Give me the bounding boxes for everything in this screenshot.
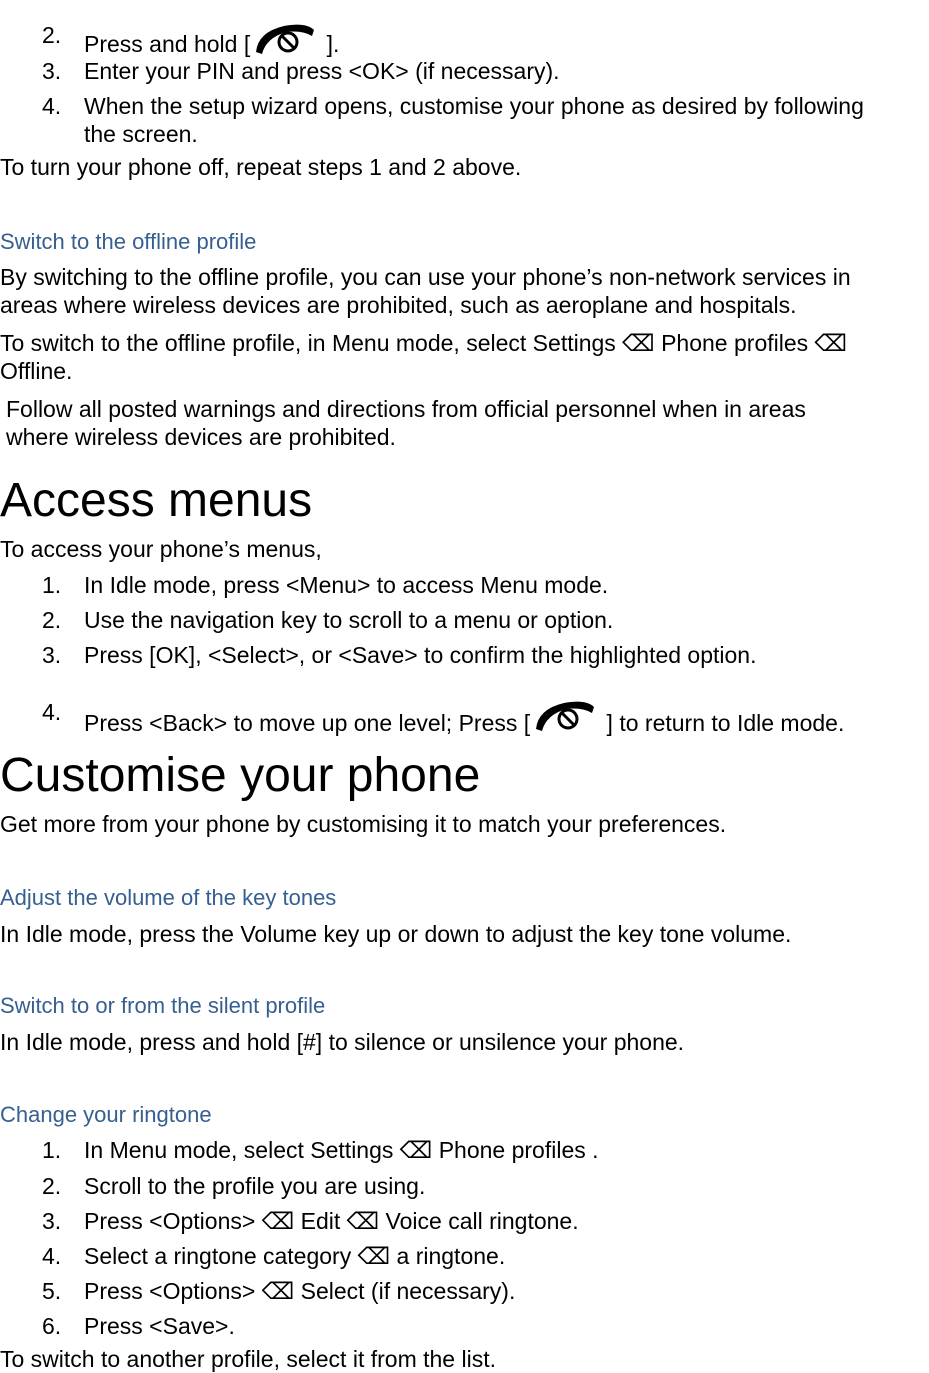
step-number: 3.: [42, 1208, 62, 1234]
ringtone-step: Press <Save>.: [84, 1313, 235, 1339]
ringtone-step: Select a ringtone category ⌫ a ringtone.: [84, 1243, 506, 1269]
offline-note-line2: where wireless devices are prohibited.: [6, 424, 396, 450]
step-number: 2.: [42, 22, 62, 48]
offline-para2-line2: Offline.: [0, 358, 73, 384]
ringtone-step: Press <Options> ⌫ Select (if necessary).: [84, 1278, 516, 1304]
step-number: 4.: [42, 93, 62, 119]
offline-note-line1: Follow all posted warnings and directions from official personnel when in areas: [6, 396, 806, 422]
silent-heading: Switch to or from the silent profile: [0, 993, 326, 1018]
step-number: 2.: [42, 1173, 62, 1199]
access-menus-title: Access menus: [0, 474, 313, 527]
step-enter-pin: Enter your PIN and press <OK> (if necessary).: [84, 58, 560, 84]
customise-intro: Get more from your phone by customising it to match your preferences.: [0, 811, 727, 837]
step-number: 3.: [42, 58, 62, 84]
step-number: 3.: [42, 642, 62, 668]
step-setup-wizard-line2: the screen.: [84, 121, 198, 147]
turn-off-text: To turn your phone off, repeat steps 1 and 2 above.: [0, 154, 522, 180]
silent-text: In Idle mode, press and hold [#] to silence or unsilence your phone.: [0, 1029, 685, 1055]
access-step: [84, 699, 844, 737]
step-number: 6.: [42, 1313, 62, 1339]
offline-para1-line1: By switching to the offline profile, you can use your phone’s non-network services in: [0, 264, 851, 290]
step-number: 5.: [42, 1278, 62, 1304]
offline-heading: Switch to the offline profile: [0, 229, 257, 254]
footer-text: To switch to another profile, select it from the list.: [0, 1346, 496, 1372]
step-number: 4.: [42, 699, 62, 725]
step-text-before: Press and hold [: [84, 31, 251, 57]
offline-para1-line2: areas where wireless devices are prohibited, such as aeroplane and hospitals.: [0, 292, 797, 318]
end-key-icon: [254, 22, 316, 58]
step-number: 4.: [42, 1243, 62, 1269]
ringtone-step: Press <Options> ⌫ Edit ⌫ Voice call ringtone.: [84, 1208, 579, 1234]
step-text-after: ] to return to Idle mode.: [600, 710, 845, 736]
volume-heading: Adjust the volume of the key tones: [0, 885, 337, 910]
step-setup-wizard-line1: When the setup wizard opens, customise your phone as desired by following: [84, 93, 864, 119]
offline-para2-line1: To switch to the offline profile, in Menu mode, select Settings ⌫ Phone profiles ⌫: [0, 330, 848, 356]
access-intro: To access your phone’s menus,: [0, 536, 322, 562]
step-text-before: Press <Back> to move up one level; Press [: [84, 710, 531, 736]
step-number: 1.: [42, 1137, 62, 1163]
access-step: In Idle mode, press <Menu> to access Menu mode.: [84, 572, 609, 598]
customise-title: Customise your phone: [0, 749, 481, 802]
ringtone-heading: Change your ringtone: [0, 1102, 212, 1127]
volume-text: In Idle mode, press the Volume key up or down to adjust the key tone volume.: [0, 921, 792, 947]
end-key-icon: [534, 699, 596, 735]
access-step: Press [OK], <Select>, or <Save> to confirm the highlighted option.: [84, 642, 757, 668]
access-step: Use the navigation key to scroll to a menu or option.: [84, 607, 614, 633]
step-text-after: ].: [320, 31, 340, 57]
step-power-on: [84, 22, 339, 58]
step-number: 1.: [42, 572, 62, 598]
ringtone-step: Scroll to the profile you are using.: [84, 1173, 426, 1199]
step-number: 2.: [42, 607, 62, 633]
ringtone-step: In Menu mode, select Settings ⌫ Phone profiles .: [84, 1137, 599, 1163]
